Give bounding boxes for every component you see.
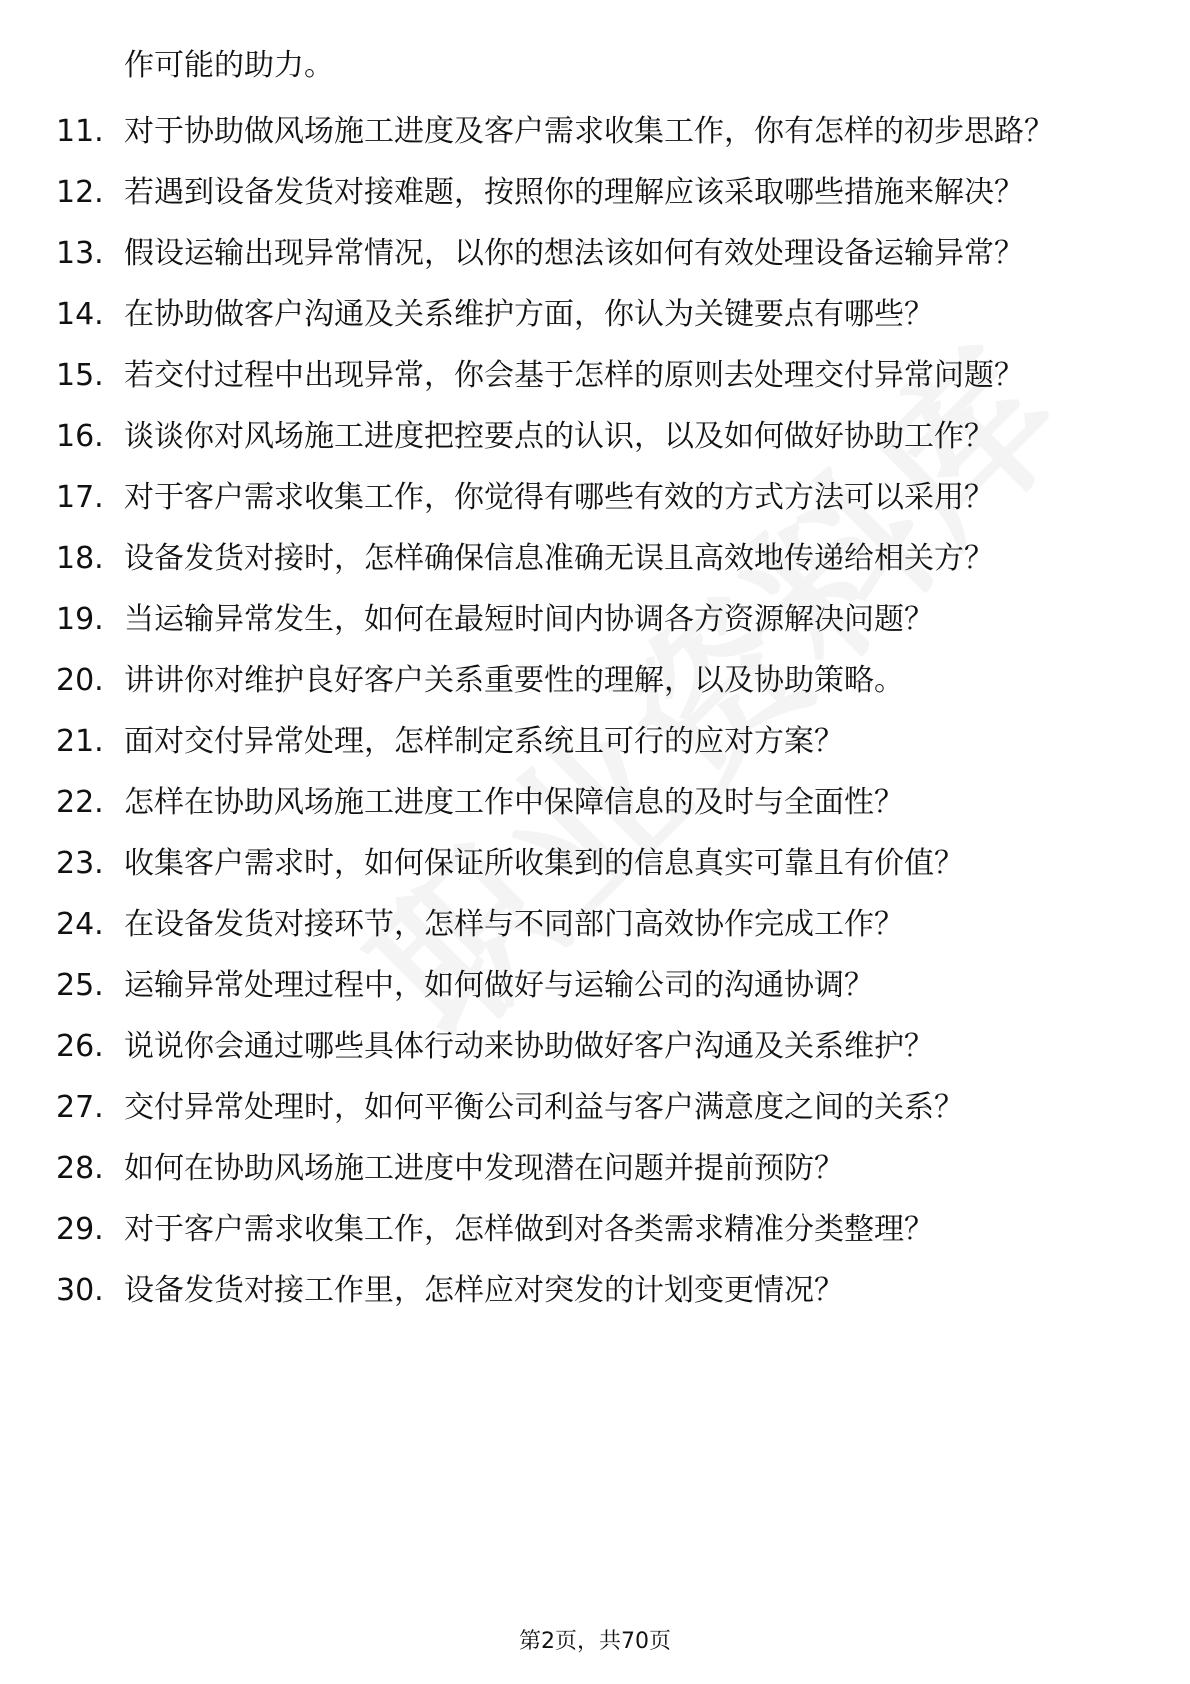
question-number: 16. [56,419,104,454]
question-text: 说说你会通过哪些具体行动来协助做好客户沟通及关系维护？ [124,1029,934,1064]
question-number: 23. [56,846,104,881]
question-number: 21. [56,724,104,759]
question-number: 24. [56,907,104,942]
question-number: 20. [56,663,104,698]
question-text: 面对交付异常处理，怎样制定系统且可行的应对方案？ [124,724,844,759]
question-number: 17. [56,480,104,515]
question-item [0,783,1190,823]
question-item [0,600,1190,640]
question-item [0,1088,1190,1128]
question-text: 怎样在协助风场施工进度工作中保障信息的及时与全面性？ [124,785,904,820]
question-item [0,295,1190,335]
question-item [0,112,1190,152]
question-number: 12. [56,175,104,210]
question-item [0,539,1190,579]
question-number: 11. [56,114,104,149]
question-number: 27. [56,1090,104,1125]
question-item [0,1271,1190,1311]
question-text: 对于客户需求收集工作，怎样做到对各类需求精准分类整理？ [124,1212,934,1247]
question-item [0,478,1190,518]
question-item [0,173,1190,213]
question-number: 29. [56,1212,104,1247]
question-item [0,1210,1190,1250]
question-item [0,844,1190,884]
question-number: 14. [56,297,104,332]
question-number: 30. [56,1273,104,1308]
question-text: 设备发货对接工作里，怎样应对突发的计划变更情况？ [124,1273,844,1308]
question-number: 15. [56,358,104,393]
question-text: 假设运输出现异常情况，以你的想法该如何有效处理设备运输异常？ [124,236,1024,271]
question-text: 收集客户需求时，如何保证所收集到的信息真实可靠且有价值？ [124,846,964,881]
question-number: 13. [56,236,104,271]
question-item [0,722,1190,762]
question-text: 若交付过程中出现异常，你会基于怎样的原则去处理交付异常问题？ [124,358,1024,393]
question-list [0,112,1190,1332]
question-number: 26. [56,1029,104,1064]
question-number: 19. [56,602,104,637]
question-item [0,356,1190,396]
question-text: 若遇到设备发货对接难题，按照你的理解应该采取哪些措施来解决？ [124,175,1024,210]
question-text: 对于协助做风场施工进度及客户需求收集工作，你有怎样的初步思路？ [124,114,1054,149]
question-item [0,661,1190,701]
question-item [0,1149,1190,1189]
question-text: 设备发货对接时，怎样确保信息准确无误且高效地传递给相关方？ [124,541,994,576]
continued-text: 作可能的助力。 [124,48,334,83]
question-number: 22. [56,785,104,820]
question-text: 如何在协助风场施工进度中发现潜在问题并提前预防？ [124,1151,844,1186]
question-item [0,1027,1190,1067]
question-text: 讲讲你对维护良好客户关系重要性的理解，以及协助策略。 [124,663,904,698]
question-item [0,905,1190,945]
question-item [0,417,1190,457]
question-item [0,966,1190,1006]
question-text: 运输异常处理过程中，如何做好与运输公司的沟通协调？ [124,968,874,1003]
question-number: 18. [56,541,104,576]
question-item [0,234,1190,274]
question-number: 28. [56,1151,104,1186]
question-text: 在协助做客户沟通及关系维护方面，你认为关键要点有哪些？ [124,297,934,332]
question-text: 当运输异常发生，如何在最短时间内协调各方资源解决问题？ [124,602,934,637]
page-number-footer: 第2页，共70页 [519,1629,671,1654]
question-text: 交付异常处理时，如何平衡公司利益与客户满意度之间的关系？ [124,1090,964,1125]
question-number: 25. [56,968,104,1003]
question-text: 对于客户需求收集工作，你觉得有哪些有效的方式方法可以采用？ [124,480,994,515]
question-text: 谈谈你对风场施工进度把控要点的认识，以及如何做好协助工作？ [124,419,994,454]
question-text: 在设备发货对接环节，怎样与不同部门高效协作完成工作？ [124,907,904,942]
